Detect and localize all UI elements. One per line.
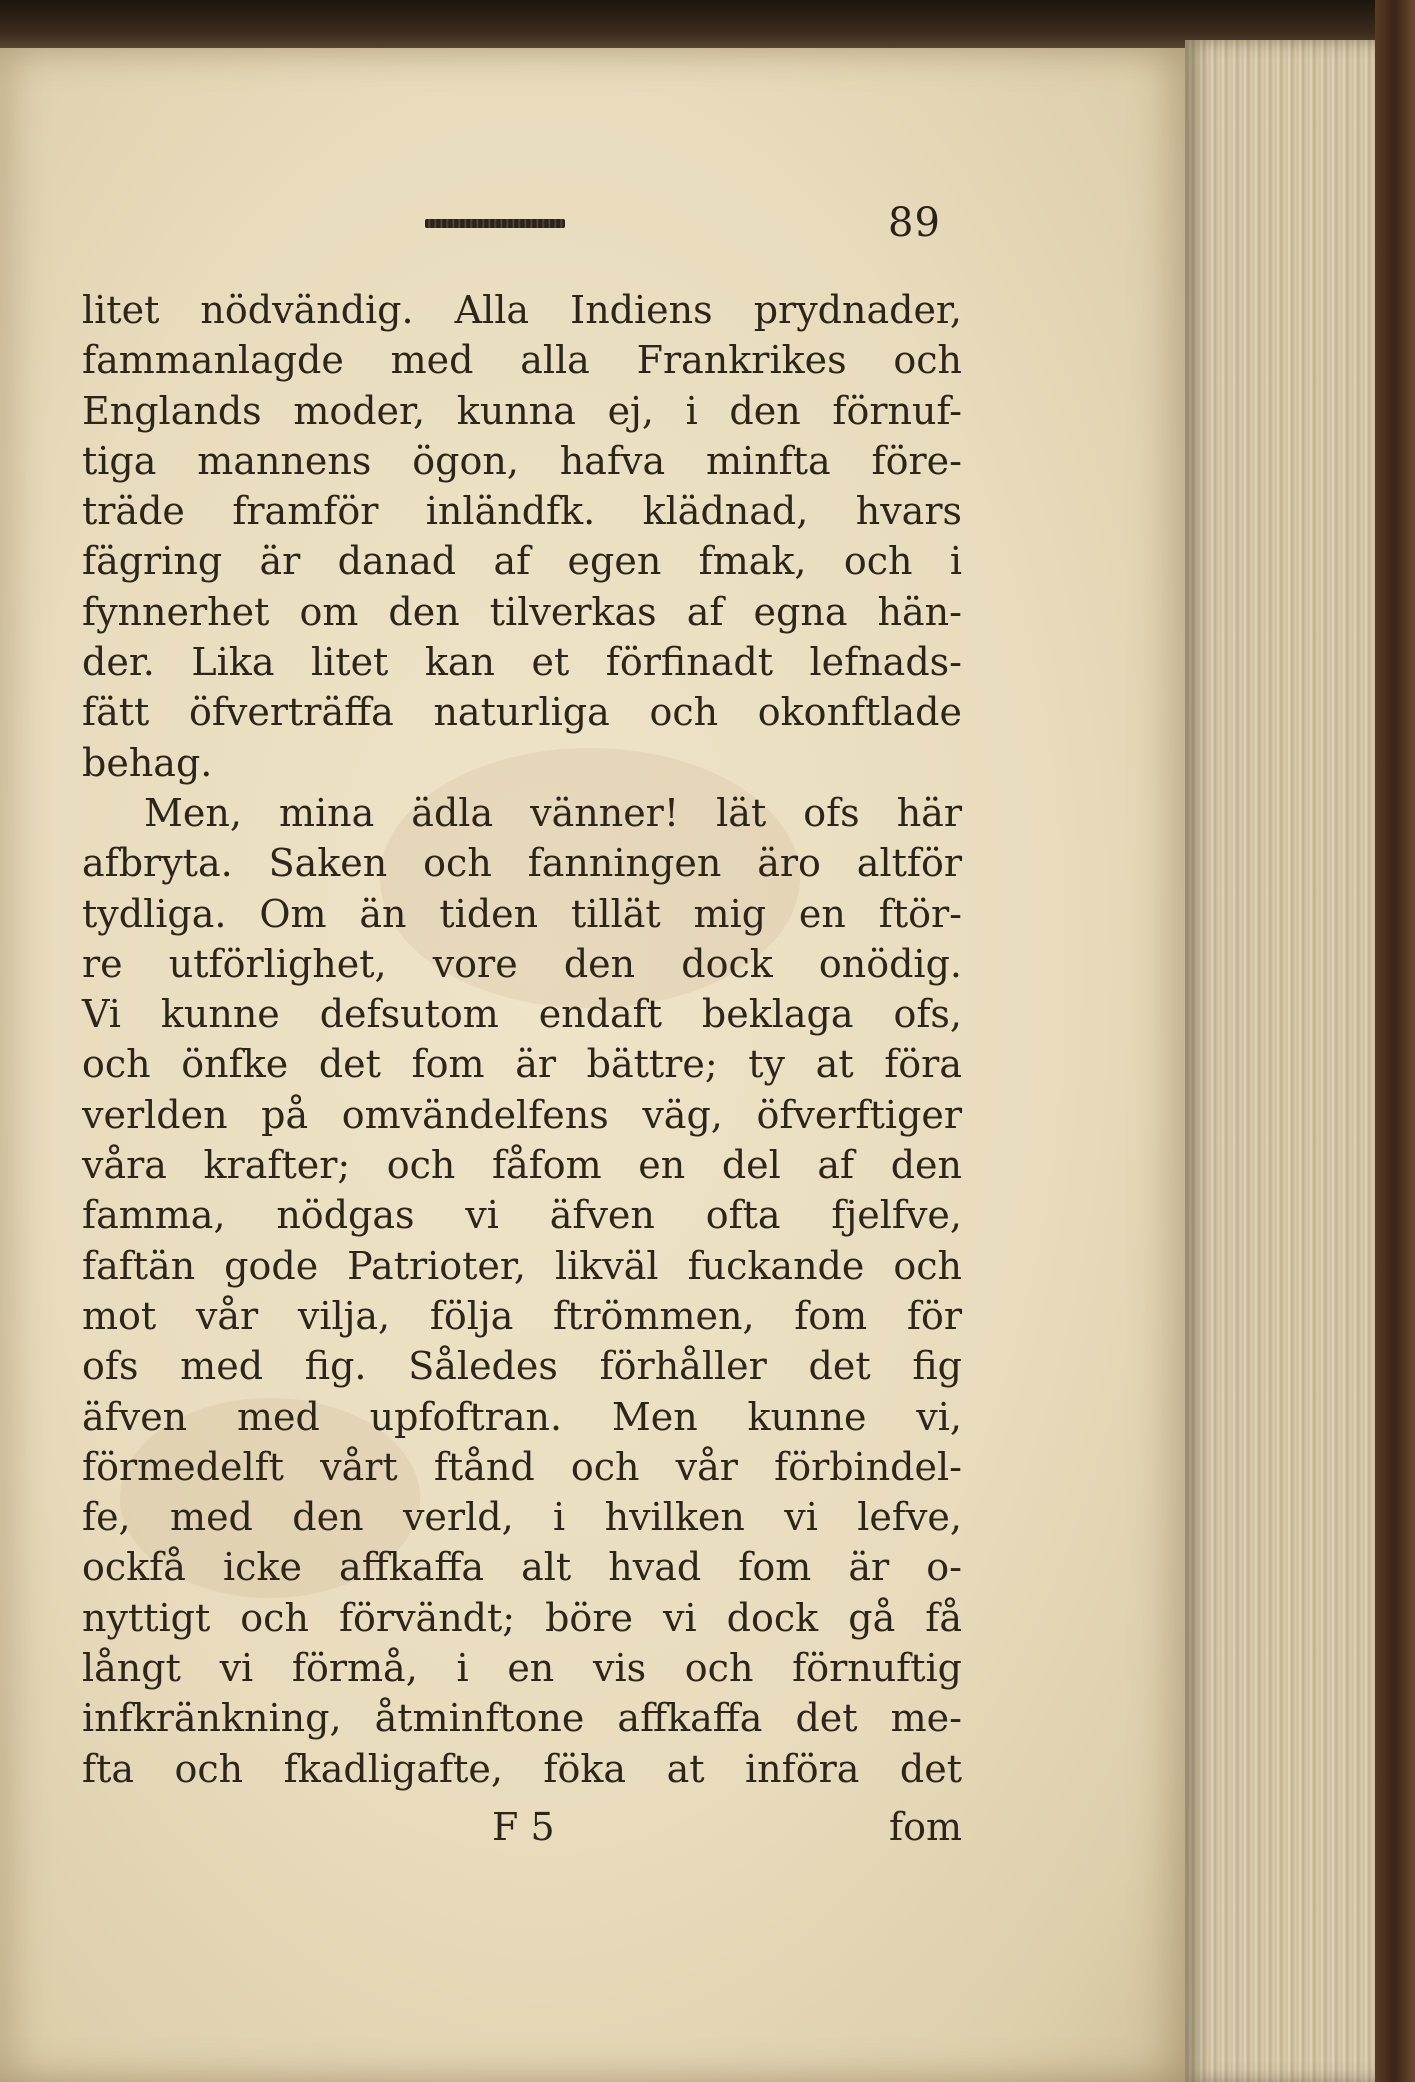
text-line: förmedelft vårt ftånd och vår förbindel- — [82, 1444, 962, 1489]
text-line: nyttigt och förvändt; böre vi dock gå få — [82, 1595, 962, 1640]
text-line: Vi kunne defsutom endaft beklaga ofs, — [82, 992, 962, 1037]
text-line: våra krafter; och fåfom en del af den — [82, 1143, 962, 1188]
text-line: fätt öfverträffa naturliga och okonftlade — [82, 690, 962, 735]
text-line: litet nödvändig. Alla Indiens prydnader, — [82, 288, 962, 332]
text-line: famma, nödgas vi äfven ofta fjelfve, — [82, 1193, 962, 1238]
text-line: verlden på omvändelfens väg, öfverftiger — [82, 1092, 962, 1137]
text-line: tydliga. Om än tiden tillät mig en ftör- — [82, 891, 962, 936]
text-line: träde framför inländfk. klädnad, hvars — [82, 489, 962, 534]
text-line: faftän gode Patrioter, likväl fuckande och — [82, 1243, 962, 1288]
text-line: äfven med upfoftran. Men kunne vi, — [82, 1394, 962, 1439]
catchword: fom — [889, 1805, 962, 1849]
text-line: der. Lika litet kan et förfinadt lefnads- — [82, 640, 962, 685]
text-line: tiga mannens ögon, hafva minfta före- — [82, 438, 962, 483]
text-line: afbryta. Saken och fanningen äro altför — [82, 841, 962, 886]
text-line: Englands moder, kunna ej, i den förnuf- — [82, 388, 962, 433]
page-number: 89 — [888, 200, 941, 246]
text-line: infkränkning, åtminftone affkaffa det me- — [82, 1696, 962, 1741]
signature-mark: F 5 — [492, 1805, 555, 1849]
text-line: fta och fkadligafte, föka at införa det — [82, 1746, 962, 1791]
text-line: fynnerhet om den tilverkas af egna hän- — [82, 589, 962, 634]
text-line: behag. — [82, 740, 213, 785]
book-cover-edge — [1375, 0, 1415, 2082]
text-line: fe, med den verld, i hvilken vi lefve, — [82, 1495, 962, 1540]
text-line: och önfke det fom är bättre; ty at föra — [82, 1042, 962, 1087]
text-line: fammanlagde med alla Frankrikes och — [82, 338, 962, 383]
text-line: fägring är danad af egen fmak, och i — [82, 539, 962, 584]
text-line: re utförlighet, vore den dock onödig. — [82, 941, 962, 986]
text-line: långt vi förmå, i en vis och förnuftig — [82, 1646, 962, 1691]
header-ornament-rule — [425, 219, 565, 228]
text-line: Men, mina ädla vänner! lät ofs här — [144, 790, 962, 835]
page-footer — [82, 1805, 962, 1857]
page-stack-edge — [1185, 40, 1385, 2082]
text-line: ockfå icke affkaffa alt hvad fom är o- — [82, 1545, 962, 1590]
body-text — [82, 285, 962, 1794]
text-line: mot vår vilja, följa ftrömmen, fom för — [82, 1293, 962, 1338]
text-line: ofs med fig. Således förhåller det fig — [82, 1344, 962, 1389]
